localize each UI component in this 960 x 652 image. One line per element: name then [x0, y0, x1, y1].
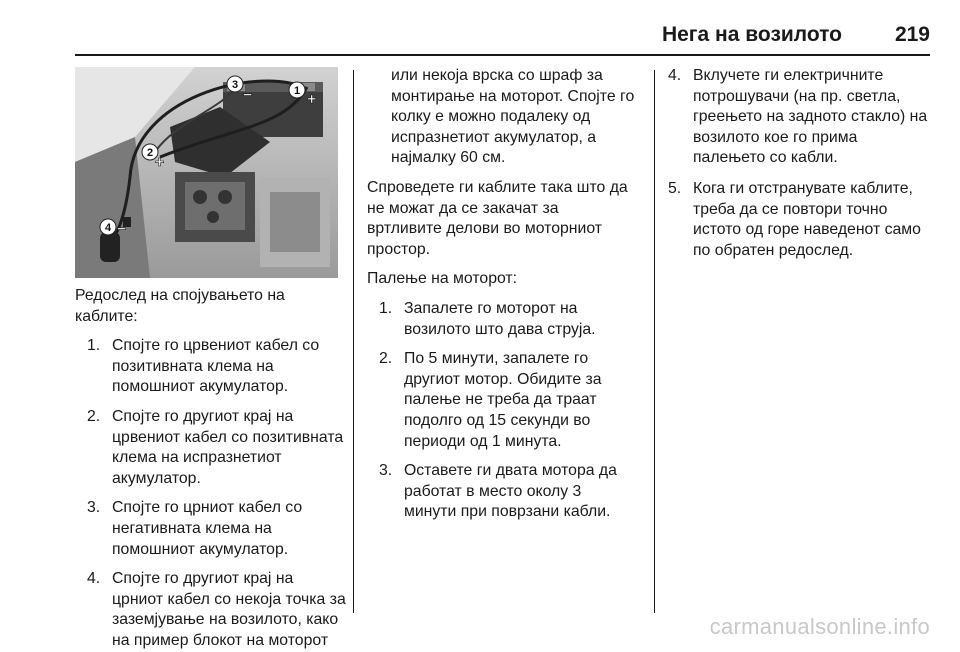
watermark-text: carmanualsonline.info — [709, 614, 930, 639]
page-title: Нега на возилото — [661, 23, 842, 46]
step-text: Спојте го црниот кабел со негативната клема на помошниот акумулатор. — [112, 499, 303, 558]
column-middle — [367, 66, 635, 523]
cable-routing-paragraph: Спроведете ги каблите така што да не можат да се закачат за вртливите делови во моторниот простор. — [367, 178, 628, 258]
step-text: Оставете ги двата мотора да работат в место околу 3 минути при поврзани кабли. — [404, 462, 617, 521]
list-item — [379, 349, 635, 452]
callout-3: 3 — [231, 79, 239, 91]
column-left — [75, 286, 347, 652]
step-number: 3. — [379, 462, 393, 480]
start-steps — [367, 299, 635, 523]
callout-2: 2 — [146, 147, 154, 159]
step-text: Спојте го другиот крај на црниот кабел со некоја точка за заземјување на возилото, како на пример блокот на моторот — [112, 570, 346, 649]
page-number: 219 — [894, 23, 930, 46]
header-rule — [75, 54, 930, 56]
step-text: По 5 минути, запалете го другиот мотор. Обидите за палење не треба да траат подолго од 15 секунди во периоди од 1 минута. — [404, 350, 602, 450]
step-number: 2. — [379, 350, 393, 368]
jump-start-illustration — [75, 67, 338, 278]
plus-sign-2: + — [155, 154, 165, 171]
step-number: 4. — [668, 67, 682, 84]
final-steps — [668, 66, 932, 261]
step-text: Спојте го црвениот кабел со позитивната клема на помошниот акумулатор. — [112, 337, 320, 396]
plus-sign-1: + — [307, 91, 317, 108]
step-text: Кога ги отстранувате каблите, треба да се повтори точно истото од горе наведенот само по обратен редослед. — [693, 179, 921, 259]
list-item — [379, 299, 635, 340]
callout-4: 4 — [104, 222, 112, 234]
list-item — [87, 498, 347, 560]
step-number: 1. — [379, 299, 393, 317]
list-item — [379, 461, 635, 523]
minus-sign-4: − — [117, 221, 127, 238]
step-number: 3. — [87, 499, 101, 517]
step-text: Запалете го моторот на возилото што дава струја. — [404, 299, 596, 338]
connection-order-intro: Редослед на спојувањето на каблите: — [75, 287, 285, 325]
step-number: 1. — [87, 337, 101, 355]
list-item — [87, 569, 347, 651]
step-number: 5. — [668, 179, 682, 197]
connection-steps — [75, 336, 347, 651]
minus-sign-3: − — [243, 87, 253, 104]
callout-1: 1 — [293, 85, 301, 97]
list-item — [87, 407, 347, 489]
step-4-continuation: или некоја врска со шраф за монтирање на моторот. Спојте го колку е можно подалеку од испразнетиот акумулатор, а најмалку 60 см. — [391, 67, 635, 167]
step-text: Спојте го другиот крај на црвениот кабел со позитивната клема на испразнетиот акумулатор. — [112, 407, 344, 487]
list-item — [668, 179, 932, 261]
column-divider-left — [353, 70, 354, 613]
column-divider-right — [654, 70, 655, 613]
step-number: 4. — [87, 570, 101, 588]
list-item — [87, 336, 347, 398]
column-right — [668, 66, 932, 261]
step-text: Вклучете ги електричните потрошувачи (на пр. светла, греењето на задното стакло) на возилото кое го прима палењето со кабли. — [693, 67, 928, 167]
step-number: 2. — [87, 407, 101, 425]
engine-start-heading: Палење на моторот: — [367, 270, 518, 288]
list-item — [668, 66, 932, 169]
